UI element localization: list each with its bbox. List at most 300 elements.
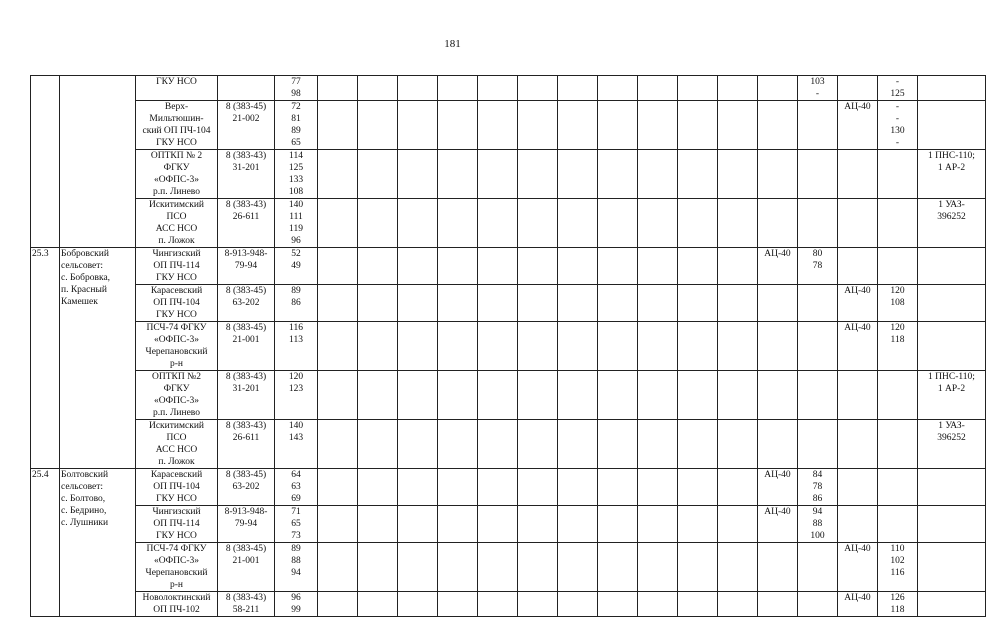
empty-cell: [598, 101, 638, 150]
empty-cell: [398, 199, 438, 248]
cell-line: ОП ПЧ-114: [153, 261, 200, 271]
cell-c16: [758, 285, 798, 322]
cell-line: «ОФПС-3»: [153, 396, 200, 406]
item-number-text: 25.4: [32, 470, 49, 480]
cell-line: Карасевский: [150, 470, 203, 480]
empty-cell: [718, 199, 758, 248]
empty-cell: [678, 76, 718, 101]
cell-line: 102: [890, 556, 905, 566]
cell-line: ГКУ НСО: [156, 310, 197, 320]
cell-c17: [798, 592, 838, 617]
empty-cell: [398, 248, 438, 285]
cell-line: р.п. Линево: [153, 187, 200, 197]
cell-line: 65: [291, 138, 301, 148]
empty-cell: [638, 543, 678, 592]
page-number: 181: [444, 38, 461, 50]
cell-line: 96: [291, 236, 301, 246]
cell-unit: [136, 150, 218, 199]
cell-line: 63: [291, 482, 301, 492]
empty-cell: [398, 420, 438, 469]
empty-cell: [678, 371, 718, 420]
cell-c20: [918, 150, 986, 199]
empty-cell: [438, 150, 478, 199]
cell-line: 100: [810, 531, 825, 541]
table-row: [31, 420, 986, 469]
empty-cell: [558, 101, 598, 150]
cell-line: АЦ-40: [844, 323, 871, 333]
empty-cell: [478, 150, 518, 199]
cell-c20: [918, 322, 986, 371]
empty-cell: [558, 248, 598, 285]
cell-line: 8 (383-43): [225, 372, 267, 382]
cell-line: 84: [812, 470, 823, 480]
cell-line: 71: [291, 507, 301, 517]
cell-line: Чингизский: [152, 249, 201, 259]
empty-cell: [718, 150, 758, 199]
cell-phone: [218, 199, 275, 248]
cell-c16: [758, 506, 798, 543]
table-row: [31, 101, 986, 150]
empty-cell: [638, 285, 678, 322]
settlement-name: [60, 248, 136, 469]
cell-line: ский ОП ПЧ-104: [142, 126, 211, 136]
cell-line: р-н: [170, 359, 183, 369]
cell-unit: [136, 506, 218, 543]
empty-cell: [518, 592, 558, 617]
empty-cell: [358, 420, 398, 469]
cell-c4: [275, 469, 318, 506]
cell-line: 140: [288, 421, 304, 431]
cell-phone: [218, 420, 275, 469]
empty-cell: [438, 420, 478, 469]
cell-line: ГКУ НСО: [156, 138, 197, 148]
empty-cell: [678, 285, 718, 322]
cell-line: 86: [812, 494, 823, 504]
cell-c16: [758, 420, 798, 469]
cell-c19: [878, 592, 918, 617]
empty-cell: [598, 592, 638, 617]
cell-c16: [758, 469, 798, 506]
cell-c4: [275, 371, 318, 420]
cell-line: 77: [291, 77, 301, 87]
cell-line: 89: [291, 544, 301, 554]
empty-cell: [358, 76, 398, 101]
empty-cell: [438, 285, 478, 322]
cell-c17: [798, 76, 838, 101]
cell-c17: [798, 150, 838, 199]
cell-line: 1 АР-2: [937, 384, 966, 394]
cell-line: 126: [890, 593, 905, 603]
cell-line: 78: [812, 261, 823, 271]
table-row: [31, 506, 986, 543]
cell-c19: [878, 543, 918, 592]
cell-line: 108: [890, 298, 905, 308]
cell-phone: [218, 76, 275, 101]
empty-cell: [598, 543, 638, 592]
cell-line: -: [895, 114, 900, 124]
cell-line: 31-201: [232, 163, 260, 173]
cell-line: 1 ПНС-110;: [928, 372, 975, 382]
cell-line: п. Ложок: [158, 236, 195, 246]
cell-phone: [218, 285, 275, 322]
empty-cell: [598, 322, 638, 371]
cell-c19: [878, 420, 918, 469]
cell-c4: [275, 199, 318, 248]
empty-cell: [478, 285, 518, 322]
empty-cell: [638, 199, 678, 248]
cell-line: ПСЧ-74 ФГКУ: [146, 323, 207, 333]
cell-c17: [798, 248, 838, 285]
cell-line: 108: [288, 187, 304, 197]
cell-line: 120: [890, 286, 905, 296]
empty-cell: [398, 506, 438, 543]
empty-cell: [558, 543, 598, 592]
cell-line: Болтовский: [61, 470, 109, 480]
cell-line: ФГКУ: [163, 384, 190, 394]
empty-cell: [358, 248, 398, 285]
cell-c19: [878, 248, 918, 285]
cell-c18: [838, 506, 878, 543]
empty-cell: [358, 150, 398, 199]
cell-line: 8 (383-45): [225, 286, 267, 296]
empty-cell: [318, 248, 358, 285]
cell-line: ГКУ НСО: [156, 531, 197, 541]
empty-cell: [598, 76, 638, 101]
cell-unit: [136, 101, 218, 150]
table-row: [31, 592, 986, 617]
empty-cell: [598, 506, 638, 543]
empty-cell: [678, 248, 718, 285]
empty-cell: [518, 150, 558, 199]
cell-line: п. Ложок: [158, 457, 195, 467]
empty-cell: [518, 199, 558, 248]
empty-cell: [438, 248, 478, 285]
empty-cell: [718, 420, 758, 469]
cell-c19: [878, 285, 918, 322]
cell-unit: [136, 322, 218, 371]
empty-cell: [638, 322, 678, 371]
cell-line: 143: [288, 433, 304, 443]
cell-phone: [218, 543, 275, 592]
cell-c19: [878, 371, 918, 420]
cell-line: АЦ-40: [844, 593, 871, 603]
cell-line: 31-201: [232, 384, 260, 394]
cell-c4: [275, 285, 318, 322]
cell-line: 103: [810, 77, 825, 87]
cell-line: Черепановский: [145, 568, 208, 578]
empty-cell: [358, 322, 398, 371]
cell-line: 80: [812, 249, 823, 259]
cell-c18: [838, 199, 878, 248]
cell-c16: [758, 543, 798, 592]
table-row: [31, 371, 986, 420]
empty-cell: [318, 506, 358, 543]
cell-phone: [218, 322, 275, 371]
cell-line: р.п. Линево: [153, 408, 200, 418]
cell-c20: [918, 543, 986, 592]
empty-cell: [318, 543, 358, 592]
empty-cell: [718, 285, 758, 322]
empty-cell: [358, 101, 398, 150]
cell-c17: [798, 420, 838, 469]
empty-cell: [718, 101, 758, 150]
empty-cell: [558, 322, 598, 371]
empty-cell: [318, 322, 358, 371]
cell-c20: [918, 199, 986, 248]
empty-cell: [358, 506, 398, 543]
cell-c20: [918, 506, 986, 543]
cell-line: 64: [291, 470, 301, 480]
empty-cell: [318, 101, 358, 150]
cell-line: -: [815, 89, 820, 99]
cell-phone: [218, 150, 275, 199]
cell-c4: [275, 248, 318, 285]
cell-line: ПСО: [166, 433, 187, 443]
cell-phone: [218, 469, 275, 506]
cell-line: 8 (383-43): [225, 200, 267, 210]
cell-line: 1 УАЗ-: [938, 421, 965, 431]
cell-phone: [218, 371, 275, 420]
empty-cell: [318, 150, 358, 199]
table-row: [31, 543, 986, 592]
cell-c16: [758, 371, 798, 420]
empty-cell: [438, 322, 478, 371]
cell-line: ГКУ НСО: [156, 77, 197, 87]
cell-c17: [798, 506, 838, 543]
cell-line: 21-001: [232, 335, 260, 345]
cell-c18: [838, 150, 878, 199]
cell-c4: [275, 150, 318, 199]
cell-line: Камешек: [61, 297, 98, 307]
cell-line: 113: [289, 335, 303, 345]
cell-line: 8 (383-45): [225, 323, 267, 333]
cell-unit: [136, 543, 218, 592]
cell-c4: [275, 420, 318, 469]
empty-cell: [358, 469, 398, 506]
cell-c16: [758, 76, 798, 101]
cell-line: 79-94: [234, 261, 258, 271]
empty-cell: [718, 592, 758, 617]
empty-cell: [558, 150, 598, 199]
empty-cell: [318, 420, 358, 469]
cell-line: 88: [291, 556, 301, 566]
cell-c17: [798, 285, 838, 322]
empty-cell: [678, 506, 718, 543]
empty-cell: [518, 285, 558, 322]
cell-c20: [918, 285, 986, 322]
settlement-name: [60, 76, 136, 248]
cell-line: 8 (383-45): [225, 102, 267, 112]
empty-cell: [438, 506, 478, 543]
empty-cell: [598, 371, 638, 420]
cell-line: АСС НСО: [155, 445, 198, 455]
cell-c18: [838, 469, 878, 506]
empty-cell: [678, 199, 718, 248]
fire-coverage-table: [30, 75, 986, 617]
cell-line: 63-202: [232, 298, 260, 308]
cell-line: Искитимский: [148, 200, 205, 210]
cell-line: АЦ-40: [764, 470, 791, 480]
empty-cell: [678, 469, 718, 506]
empty-cell: [358, 371, 398, 420]
empty-cell: [478, 101, 518, 150]
cell-c16: [758, 199, 798, 248]
cell-line: сельсовет:: [61, 482, 104, 492]
empty-cell: [438, 101, 478, 150]
empty-cell: [638, 76, 678, 101]
empty-cell: [638, 371, 678, 420]
cell-c20: [918, 592, 986, 617]
cell-line: 120: [890, 323, 905, 333]
cell-line: АЦ-40: [844, 286, 871, 296]
cell-line: 133: [288, 175, 304, 185]
cell-line: 396252: [937, 433, 966, 443]
empty-cell: [678, 150, 718, 199]
cell-line: 396252: [937, 212, 966, 222]
cell-c19: [878, 322, 918, 371]
cell-c17: [798, 371, 838, 420]
cell-line: 118: [890, 605, 905, 615]
empty-cell: [598, 199, 638, 248]
empty-cell: [638, 420, 678, 469]
cell-unit: [136, 592, 218, 617]
cell-line: АЦ-40: [764, 507, 791, 517]
cell-c18: [838, 592, 878, 617]
cell-line: АЦ-40: [844, 102, 871, 112]
cell-line: АЦ-40: [844, 544, 871, 554]
empty-cell: [718, 322, 758, 371]
empty-cell: [398, 150, 438, 199]
cell-line: «ОФПС-3»: [153, 335, 200, 345]
empty-cell: [358, 543, 398, 592]
cell-line: 26-611: [232, 433, 260, 443]
empty-cell: [478, 592, 518, 617]
empty-cell: [638, 248, 678, 285]
cell-line: 114: [289, 151, 303, 161]
cell-line: 8 (383-45): [225, 544, 267, 554]
cell-unit: [136, 248, 218, 285]
cell-c20: [918, 248, 986, 285]
cell-line: 120: [288, 372, 304, 382]
settlement-name: [60, 469, 136, 617]
cell-c4: [275, 101, 318, 150]
empty-cell: [558, 199, 598, 248]
cell-line: Карасевский: [150, 286, 203, 296]
empty-cell: [398, 543, 438, 592]
cell-line: с. Болтово,: [61, 494, 106, 504]
cell-line: 140: [288, 200, 304, 210]
empty-cell: [678, 322, 718, 371]
cell-line: 125: [890, 89, 905, 99]
cell-c20: [918, 101, 986, 150]
cell-unit: [136, 469, 218, 506]
cell-c16: [758, 101, 798, 150]
empty-cell: [518, 506, 558, 543]
cell-c20: [918, 420, 986, 469]
cell-line: 119: [289, 224, 303, 234]
cell-line: 116: [289, 323, 303, 333]
empty-cell: [318, 371, 358, 420]
cell-line: ГКУ НСО: [156, 494, 197, 504]
empty-cell: [678, 592, 718, 617]
cell-c19: [878, 506, 918, 543]
cell-c18: [838, 371, 878, 420]
item-number: [31, 76, 60, 248]
cell-line: п. Красный: [61, 285, 107, 295]
empty-cell: [478, 371, 518, 420]
cell-line: ОП ПЧ-104: [153, 482, 200, 492]
empty-cell: [478, 469, 518, 506]
cell-line: 72: [291, 102, 301, 112]
empty-cell: [398, 322, 438, 371]
table-row: [31, 248, 986, 285]
cell-line: с. Бобровка,: [61, 273, 111, 283]
empty-cell: [518, 543, 558, 592]
cell-line: ПСЧ-74 ФГКУ: [146, 544, 207, 554]
table-row: [31, 76, 986, 101]
empty-cell: [318, 592, 358, 617]
cell-c20: [918, 76, 986, 101]
cell-line: -: [895, 77, 900, 87]
cell-c4: [275, 543, 318, 592]
item-number: [31, 469, 60, 617]
cell-line: 96: [291, 593, 301, 603]
cell-line: 69: [291, 494, 301, 504]
cell-c20: [918, 469, 986, 506]
cell-line: 8 (383-43): [225, 593, 267, 603]
cell-line: 8-913-948-: [224, 507, 268, 517]
cell-line: ПСО: [166, 212, 187, 222]
empty-cell: [718, 543, 758, 592]
cell-line: 49: [291, 261, 301, 271]
cell-c18: [838, 101, 878, 150]
cell-line: с. Бедрино,: [61, 506, 107, 516]
cell-c18: [838, 76, 878, 101]
cell-c4: [275, 592, 318, 617]
cell-line: 88: [812, 519, 823, 529]
empty-cell: [718, 506, 758, 543]
empty-cell: [518, 469, 558, 506]
cell-line: 123: [288, 384, 304, 394]
cell-line: 89: [291, 286, 301, 296]
empty-cell: [638, 506, 678, 543]
cell-c19: [878, 199, 918, 248]
cell-unit: [136, 420, 218, 469]
empty-cell: [638, 469, 678, 506]
empty-cell: [558, 592, 598, 617]
empty-cell: [358, 285, 398, 322]
empty-cell: [358, 592, 398, 617]
empty-cell: [598, 150, 638, 199]
cell-line: 116: [890, 568, 905, 578]
empty-cell: [518, 76, 558, 101]
empty-cell: [678, 101, 718, 150]
empty-cell: [518, 420, 558, 469]
cell-c4: [275, 506, 318, 543]
table-row: [31, 150, 986, 199]
cell-line: 73: [291, 531, 301, 541]
cell-line: 81: [291, 114, 301, 124]
empty-cell: [398, 592, 438, 617]
cell-c18: [838, 322, 878, 371]
cell-phone: [218, 592, 275, 617]
cell-phone: [218, 506, 275, 543]
empty-cell: [478, 420, 518, 469]
empty-cell: [558, 506, 598, 543]
empty-cell: [438, 592, 478, 617]
cell-phone: [218, 248, 275, 285]
cell-unit: [136, 199, 218, 248]
